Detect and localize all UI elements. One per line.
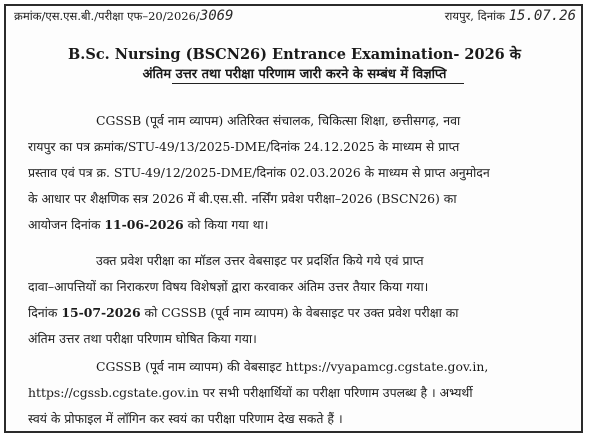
place-date [445, 8, 576, 24]
paragraph-line: आयोजन दिनांक 11-06-2026 को किया गया था। [28, 217, 269, 232]
title-underline [172, 83, 464, 84]
paragraph-line: दिनांक 15-07-2026 को CGSSB (पूर्व नाम व्यापम) के वेबसाइट पर उक्त प्रवेश परीक्षा का [28, 305, 459, 320]
paragraph-line: दावा–आपत्तियों का निराकरण विषय विशेषज्ञों द्वारा करवाकर अंतिम उत्तर तैयार किया गया। [28, 279, 429, 294]
paragraph-line: स्वयं के प्रोफाइल में लॉगिन कर स्वयं का परीक्षा परिणाम देख सकते हैं । [28, 411, 343, 426]
paragraph-3 [28, 354, 554, 432]
reference-row [14, 6, 576, 28]
paragraph-line: प्रस्ताव एवं पत्र क्र. STU-49/12/2025-DME/दिनांक 02.03.2026 के माध्यम से प्राप्त अनुमोदन [28, 165, 490, 180]
paragraph-line: अंतिम उत्तर तथा परीक्षा परिणाम घोषित किया गया। [28, 331, 257, 346]
handwritten-ref-number: 3069 [199, 8, 234, 24]
reference-text: क्रमांक/एस.एस.बी./परीक्षा एफ–20/2026/ [14, 9, 200, 23]
paragraph-line: CGSSB (पूर्व नाम व्यापम) की वेबसाइट https://vyapamcg.cgstate.gov.in, [96, 359, 489, 374]
paragraph-2 [28, 248, 554, 352]
handwritten-date: 15.07.26 [508, 8, 576, 24]
paragraph-line: https://cgssb.cgstate.gov.in पर सभी परीक्षार्थियों का परीक्षा परिणाम उपलब्ध है । अभ्यर्थी [28, 385, 473, 400]
paragraph-line: CGSSB (पूर्व नाम व्यापम) अतिरिक्त संचालक, चिकित्सा शिक्षा, छत्तीसगढ़, नवा [96, 113, 461, 128]
place-date-label: रायपुर, दिनांक [444, 9, 505, 23]
reference-number [14, 8, 233, 24]
paragraph-1 [28, 108, 554, 238]
notice-title-line-1: B.Sc. Nursing (BSCN26) Entrance Examination- 2026 के [68, 46, 521, 63]
notice-title-line-2: अंतिम उत्तर तथा परीक्षा परिणाम जारी करने के सम्बंध में विज्ञप्ति [142, 67, 447, 82]
paragraph-line: रायपुर का पत्र क्रमांक/STU-49/13/2025-DME/दिनांक 24.12.2025 के माध्यम से प्राप्त [28, 139, 460, 154]
paragraph-line: उक्त प्रवेश परीक्षा का मॉडल उत्तर वेबसाइट पर प्रदर्शित किये गये एवं प्राप्त [96, 253, 424, 268]
paragraph-line: के आधार पर शैक्षणिक सत्र 2026 में बी.एस.सी. नर्सिंग प्रवेश परीक्षा–2026 (BSCN26) का [28, 191, 457, 206]
